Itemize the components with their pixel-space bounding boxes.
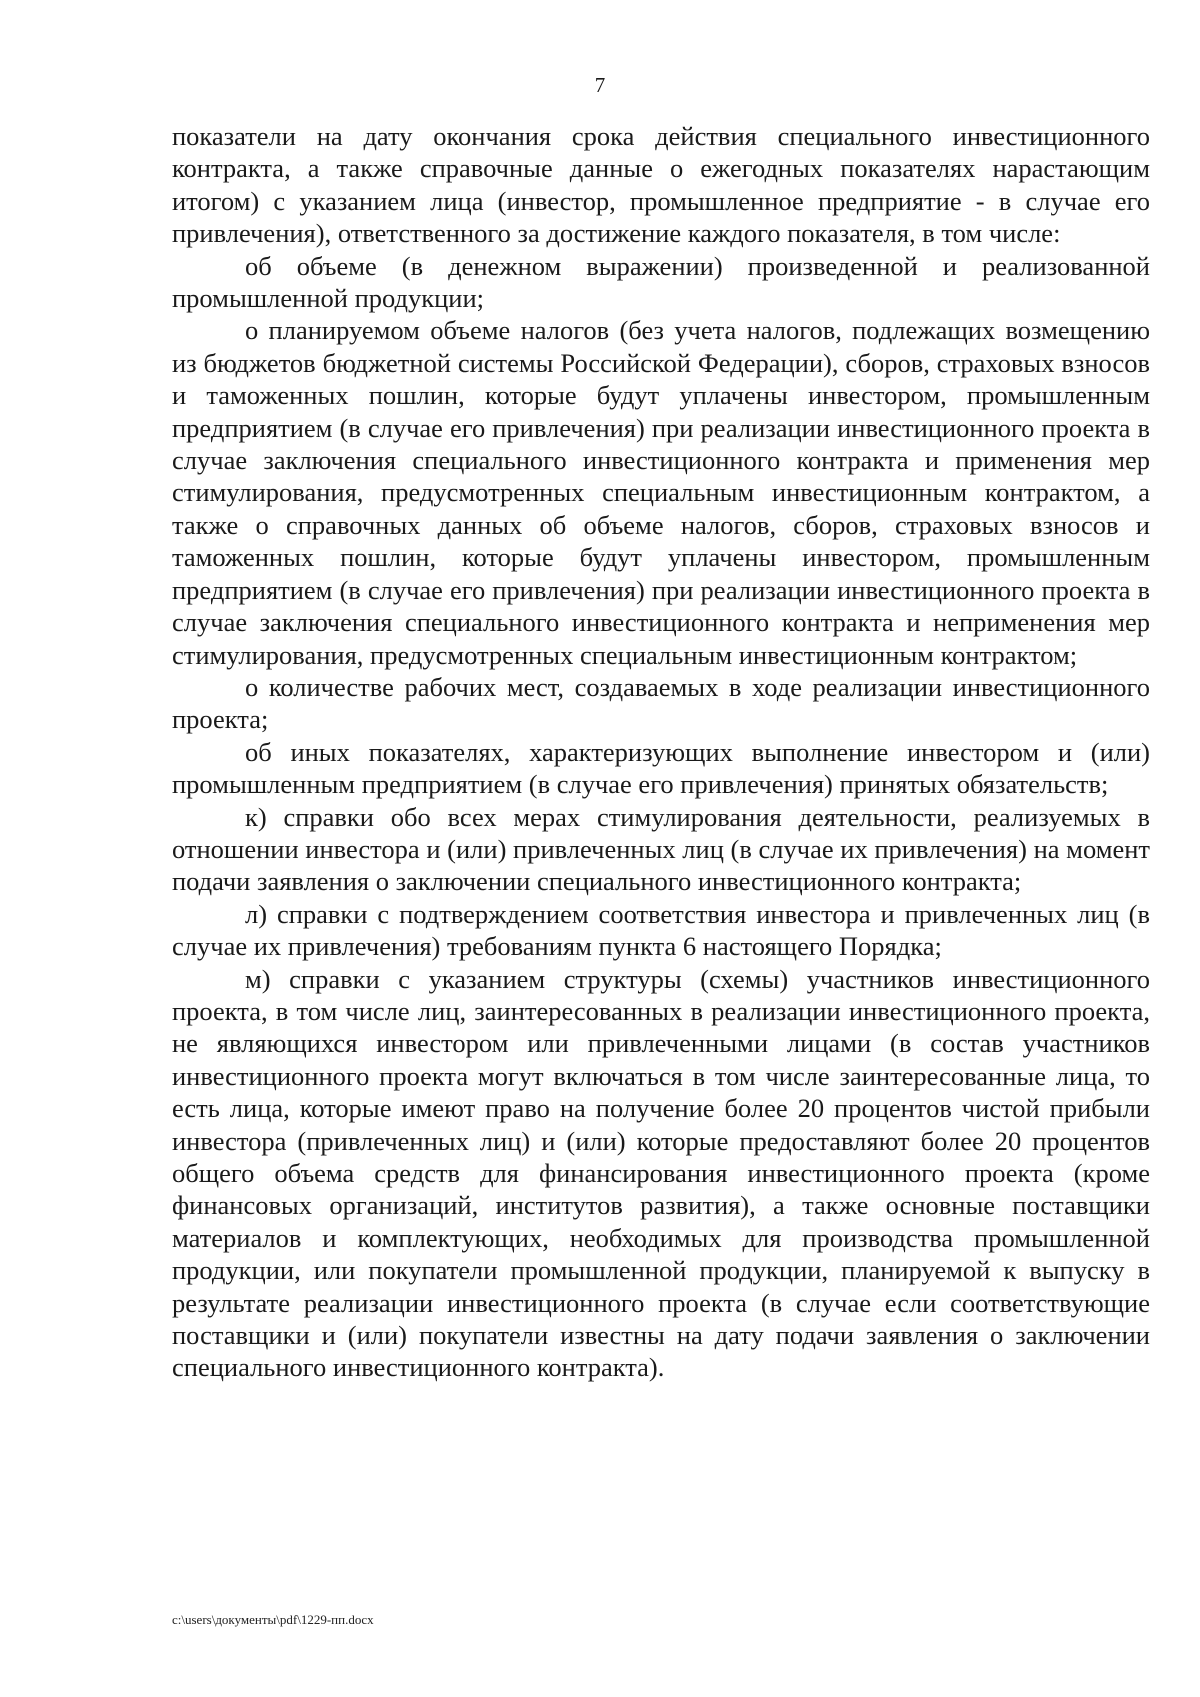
document-body [172, 120, 1150, 1384]
paragraph: показатели на дату окончания срока действия специального инвестиционного контракта, а также справочные данные о ежегодных показателях нарастающим итогом) с указанием лица (инвестор, промышленное предприятие - в случае его привлечения), ответственного за достижение каждого показателя, в том числе: [172, 121, 1150, 249]
paragraph: к) справки обо всех мерах стимулирования деятельности, реализуемых в отношении инвестора и (или) привлеченных лиц (в случае их привлечения) на момент подачи заявления о заключении специального инвестиционного контракта; [172, 801, 1150, 897]
paragraph: л) справки с подтверждением соответствия инвестора и привлеченных лиц (в случае их привлечения) требованиям пункта 6 настоящего Порядка; [172, 898, 1150, 962]
page-number: 7 [594, 73, 606, 97]
paragraph: об иных показателях, характеризующих выполнение инвестором и (или) промышленным предприятием (в случае его привлечения) принятых обязательств; [172, 736, 1150, 800]
paragraph: о планируемом объеме налогов (без учета налогов, подлежащих возмещению из бюджетов бюджетной системы Российской Федерации), сборов, страховых взносов и таможенных пошлин, которые будут уплачены инвестором, промышленным предприятием (в случае его привлечения) при реализации инвестиционного проекта в случае заключения специального инвестиционного контракта и применения мер стимулирования, предусмотренных специальным инвестиционным контрактом, а также о справочных данных об объеме налогов, сборов, страховых взносов и таможенных пошлин, которые будут уплачены инвестором, промышленным предприятием (в случае его привлечения) при реализации инвестиционного проекта в случае заключения специального инвестиционного контракта и неприменения мер стимулирования, предусмотренных специальным инвестиционным контрактом; [172, 315, 1150, 670]
paragraph: о количестве рабочих мест, создаваемых в ходе реализации инвестиционного проекта; [172, 671, 1150, 735]
paragraph: об объеме (в денежном выражении) произведенной и реализованной промышленной продукции; [172, 250, 1150, 314]
footer-file-path: c:\users\документы\pdf\1229-пп.docx [172, 1612, 374, 1627]
paragraph: м) справки с указанием структуры (схемы) участников инвестиционного проекта, в том числе лиц, заинтересованных в реализации инвестиционного проекта, не являющихся инвестором или привлеченными лицами (в состав участников инвестиционного проекта могут включаться в том числе заинтересованные лица, то есть лица, которые имеют право на получение более 20 процентов чистой прибыли инвестора (привлеченных лиц) и (или) которые предоставляют более 20 процентов общего объема средств для финансирования инвестиционного проекта (кроме финансовых организаций, институтов развития), а также основные поставщики материалов и комплектующих, необходимых для производства промышленной продукции, или покупатели промышленной продукции, планируемой к выпуску в результате реализации инвестиционного проекта (в случае если соответствующие поставщики и (или) покупатели известны на дату подачи заявления о заключении специального инвестиционного контракта). [172, 963, 1150, 1383]
